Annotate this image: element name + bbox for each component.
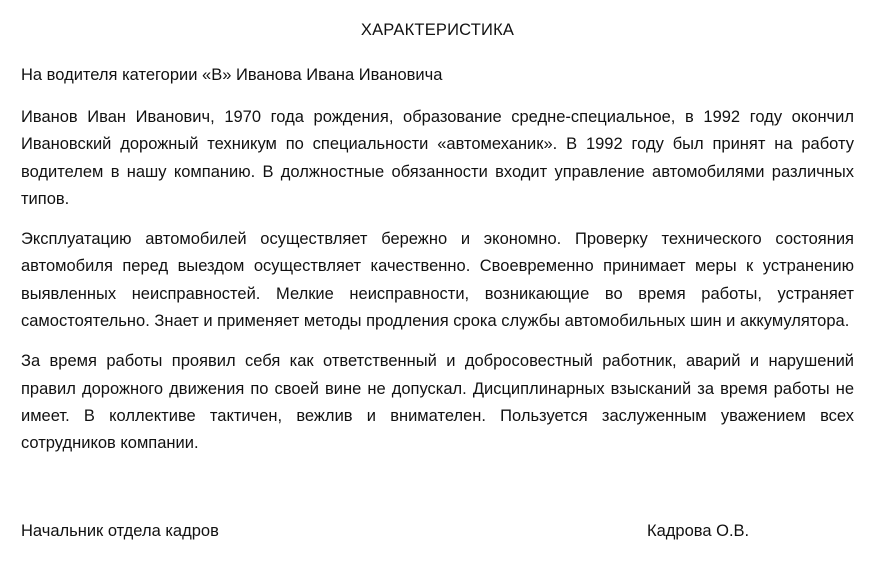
paragraph-skills: Эксплуатацию автомобилей осуществляет бережно и экономно. Проверку технического состояния автомобиля перед выездом осуществляет качественно. Своевременно принимает меры к устранению выявленных неисправностей. Мелкие неисправности, возникающие во время работы, устраняет самостоятельно. Знает и применяет методы продления срока службы автомобильных шин и аккумулятора.	[21, 230, 854, 331]
document-addressee: На водителя категории «В» Иванова Ивана Ивановича	[21, 66, 443, 84]
signer-name: Кадрова О.В.	[647, 522, 750, 540]
document-title: ХАРАКТЕРИСТИКА	[360, 21, 515, 39]
paragraph-conduct: За время работы проявил себя как ответственный и добросовестный работник, аварий и нарушений правил дорожного движения по своей вине не допускал. Дисциплинарных взысканий за время работы не имеет. В коллективе тактичен, вежлив и внимателен. Пользуется заслуженным уважением всех сотрудников компании.	[21, 352, 854, 453]
signer-position: Начальник отдела кадров	[21, 522, 219, 540]
paragraph-background: Иванов Иван Иванович, 1970 года рождения, образование средне-специальное, в 1992 году окончил Ивановский дорожный техникум по специальности «автомеханик». В 1992 году был принят на работу водителем в нашу компанию. В должностные обязанности входит управление автомобилями различных типов.	[21, 108, 854, 208]
